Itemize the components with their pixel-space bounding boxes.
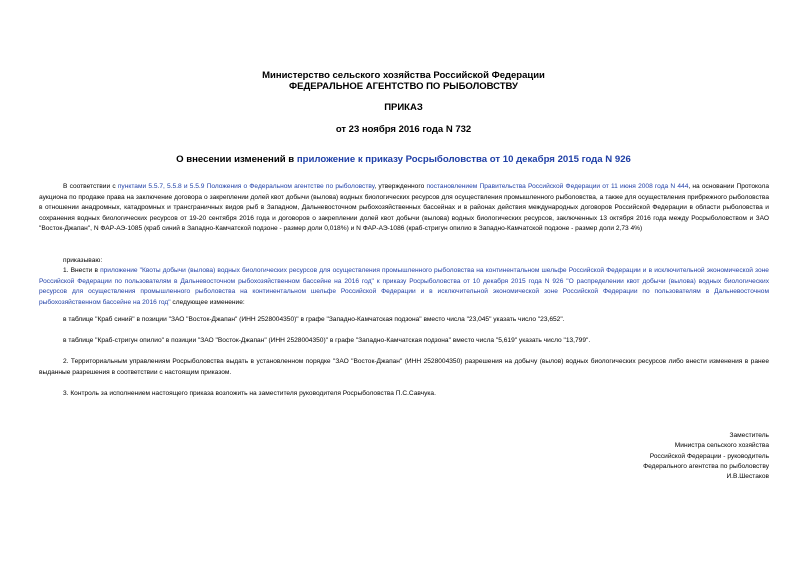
order-title: ПРИКАЗ (384, 102, 423, 113)
signature-line-2: Министра сельского хозяйства (674, 442, 769, 450)
item-1-text-b: следующее изменение: (170, 298, 245, 306)
paragraph-basis (39, 182, 769, 235)
signature-line-1: Заместитель (729, 432, 769, 439)
appendix-link[interactable]: приложение "Квоты добычи (вылова) водных биологических ресурсов для осуществления промышленного рыболовства на континентальном шельфе Российской Федерации и в исключительной экономической зоне Российской Федерации по пользователям в Дальневосточном рыбохозяйственном бассейне на 2016 год" к приказу Росрыболовства от 10 декабря 2015 года N 926 "О распределении квот добычи (вылова) водных биологических ресурсов для осуществления промышленного рыболовства на континентальном шельфе Российской Федерации и в исключительной экономической зоне Российской Федерации по пользователям в Дальневосточном рыбохозяйственном бассейне на 2016 год" (39, 267, 769, 306)
paragraph-item-2: 2. Территориальным управлениям Росрыболовства выдать в установленном порядке "ЗАО "Восток-Джапан" (ИНН 2528004350) разрешения на добычу (вылов) водных биологических ресурсов либо внести изменения в ранее выданные разрешения в соответствии с настоящим приказом. (39, 358, 769, 376)
order-subject (0, 154, 807, 166)
basis-text-a: В соответствии с (63, 183, 118, 190)
signature-line-4: Федерального агентства по рыболовству (643, 462, 769, 470)
order-date-number: от 23 ноября 2016 года N 732 (335, 124, 472, 135)
subject-prefix: О внесении изменений в (176, 154, 297, 165)
paragraph-item-1 (39, 266, 769, 308)
ministry-title: Министерство сельского хозяйства Российской Федерации (262, 70, 545, 81)
signature-line-3: Российской Федерации - руководитель (649, 452, 769, 460)
paragraph-snow-crab-change: в таблице "Краб-стригун опилио" в позиции "ЗАО "Восток-Джапан" (ИНН 2528004350)" в графе "Западно-Камчатская подзона" вместо числа "5,619" указать число "13,799". (63, 337, 591, 344)
signature-block (509, 431, 769, 482)
basis-text-c: , на основании Протокола аукциона по продаже права на заключение договора о закреплении долей квот добычи (вылова) водных биологических ресурсов для осуществления промышленного рыболовства, а также для осуществления прибрежного рыболовства в отношении анадромных, катадромных и трансграничных видов рыб в Западном, Дальневосточном рыбохозяйственных бассейнах и в районах действия международных договоров Российской Федерации в области рыболовства и сохранения водных биологических ресурсов от 19-20 сентября 2016 года и договоров о закреплении долей квот добычи (вылова) водных биологических ресурсов, заключенных 13 октября 2016 года между Росрыболовством и ЗАО "Восток-Джапан", N ФАР-АЭ-1085 (краб синий в Западно-Камчатской подзоне - размер доли 0,018%) и N ФАР-АЭ-1086 (краб-стригун опилио в Западно-Камчатской подзоне - размер доли 2,73 4%) (39, 183, 769, 232)
subject-link[interactable]: приложение к приказу Росрыболовства от 10 декабря 2015 года N 926 (296, 154, 631, 165)
signature-name: И.В.Шестаков (726, 473, 769, 481)
paragraph-order-word: приказываю: (63, 257, 103, 264)
regulation-link[interactable]: пунктами 5.5.7, 5.5.8 и 5.5.9 Положения о Федеральном агентстве по рыболовству (117, 183, 375, 190)
item-1-text-a: 1. Внести в (63, 267, 101, 274)
paragraph-item-3: 3. Контроль за исполнением настоящего приказа возложить на заместителя руководителя Росрыболовства П.С.Савчука. (63, 390, 436, 397)
paragraph-blue-crab-change: в таблице "Краб синий" в позиции "ЗАО "Восток-Джапан" (ИНН 2528004350)" в графе "Западно-Камчатская подзона" вместо числа "23,045" указать число "23,652". (63, 316, 565, 323)
resolution-link[interactable]: постановлением Правительства Российской Федерации от 11 июня 2008 года N 444 (426, 183, 689, 190)
basis-text-b: , утвержденного (374, 183, 427, 190)
agency-title: ФЕДЕРАЛЬНОЕ АГЕНТСТВО ПО РЫБОЛОВСТВУ (289, 81, 518, 92)
